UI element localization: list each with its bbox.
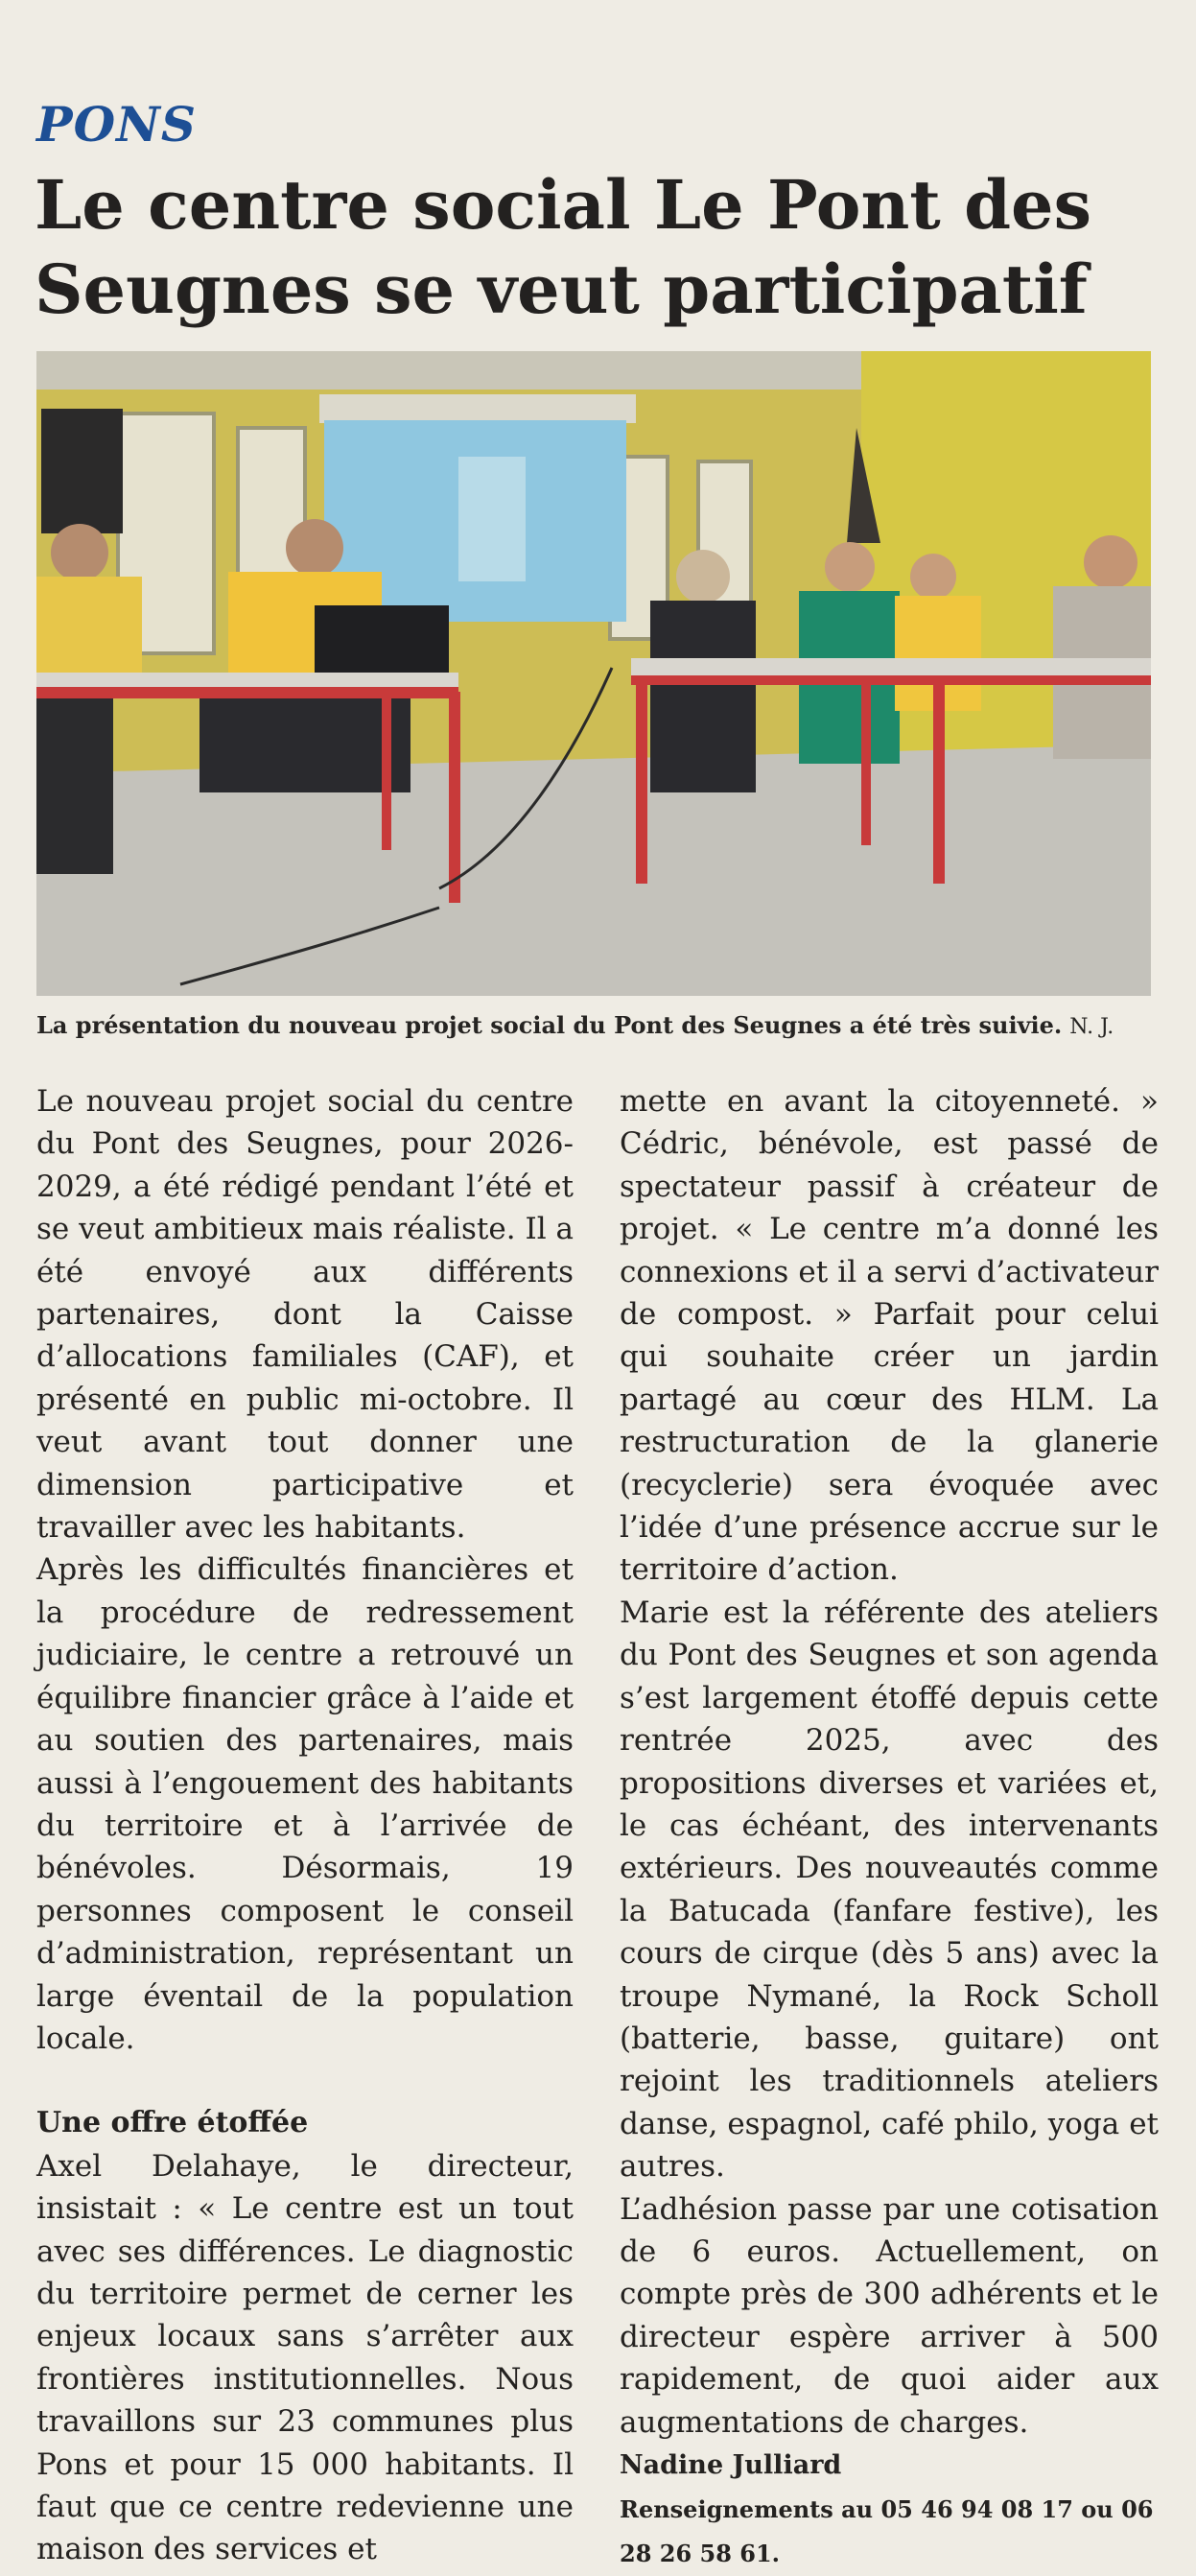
section-kicker: PONS: [36, 96, 197, 153]
paragraph: Après les difficultés financières et la procédure de redressement judiciaire, le centre a retrouvé un équilibre financier grâce à l’aide et au soutien des partenaires, mais aussi à l’engouement des habitants du territoire et à l’arrivée de bénévoles. Désormais, 19 personnes composent le conseil d’administration, représentant un large éventail de la population locale.: [36, 1552, 574, 2056]
paragraph: mette en avant la citoyenneté. » Cédric, bénévole, est passé de spectateur passif à créateur de projet. « Le centre m’a donné les connexions et il a servi d’activateur de compost. » Parfait pour celui qui souhaite créer un jardin partagé au cœur des HLM. La restructuration de la glanerie (recyclerie) sera évoquée avec l’idée d’une présence accrue sur le territoire d’action.: [620, 1084, 1159, 1588]
paragraph: Axel Delahaye, le directeur, insistait : « Le centre est un tout avec ses différences. Le diagnostic du territoire permet de cerner les enjeux locaux sans s’arrêter aux frontières institutionnelles. Nous travaillons sur 23 communes plus Pons et pour 15 000 habitants. Il faut que ce centre redevienne une maison des services et: [36, 2148, 574, 2567]
photo-credit: N. J.: [1069, 1015, 1114, 1039]
meeting-room-photo: [36, 351, 1151, 996]
paragraph: L’adhésion passe par une cotisation de 6 euros. Actuellement, on compte près de 300 adhérents et le directeur espère arriver à 500 rapidement, de quoi aider aux augmentations de charges.: [620, 2191, 1159, 2440]
paragraph: Le nouveau projet social du centre du Pont des Seugnes, pour 2026-2029, a été rédigé pendant l’été et se veut ambitieux mais réaliste. Il a été envoyé aux différents partenaires, dont la Caisse d’allocations familiales (CAF), et présenté en public mi-octobre. Il veut avant tout donner une dimension participative et travailler avec les habitants.: [36, 1084, 574, 1546]
article-photo: [36, 351, 1151, 996]
paragraph: Marie est la référente des ateliers du Pont des Seugnes et son agenda s’est largement étoffé depuis cette rentrée 2025, avec des propositions diverses et variées et, le cas échéant, des intervenants extérieurs. Des nouveautés comme la Batucada (fanfare festive), les cours de cirque (dès 5 ans) avec la troupe Nymané, la Rock Scholl (batterie, basse, guitare) ont rejoint les traditionnels ateliers danse, espagnol, café philo, yoga et autres.: [620, 1595, 1159, 2185]
left-column: [36, 1080, 574, 2571]
photo-caption: [36, 1011, 1159, 1039]
subheading: Une offre étoffée: [36, 2106, 309, 2140]
author-name: Nadine Julliard: [620, 2450, 842, 2480]
contact-info: Renseignements au 05 46 94 08 17 ou 06 28 26 58 61.: [620, 2495, 1154, 2567]
caption-text: La présentation du nouveau projet social du Pont des Seugnes a été très suivie.: [36, 1011, 1063, 1039]
right-column: [620, 1080, 1159, 2576]
article-headline: Le centre social Le Pont des Seugnes se veut participatif: [35, 165, 1091, 329]
